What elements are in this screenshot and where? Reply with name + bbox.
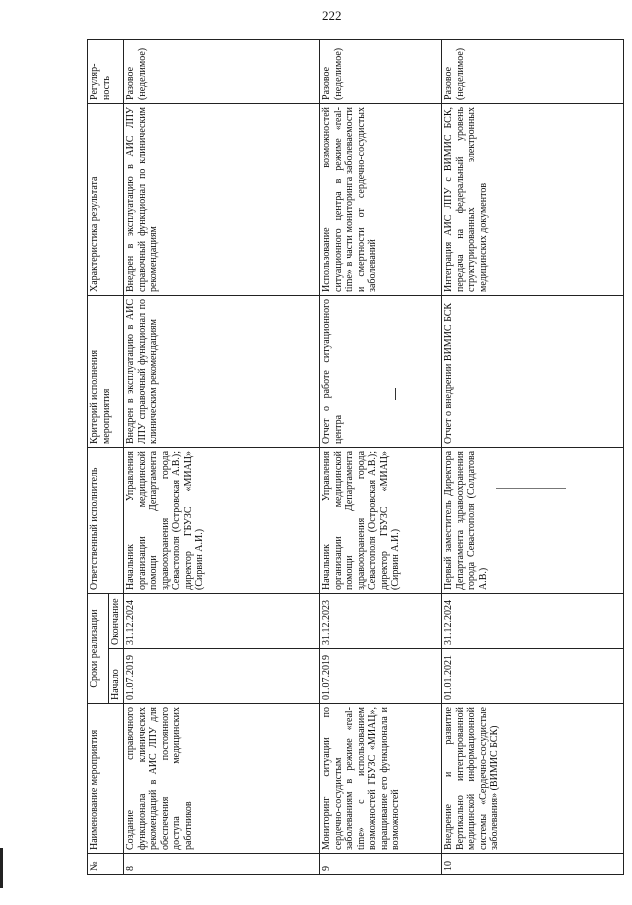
header-name: Наименование мероприятия (88, 704, 124, 854)
row-criterion: Отчет о работе ситуационного центра (320, 295, 442, 447)
row-responsible: Первый заместитель Директора Департамента здравоохранения города Севастополя (Солдатова А.В.) (442, 447, 624, 593)
row-result: Интеграция АИС ЛПУ с ВИМИС БСК, передача на федеральный уровень структурированных электронных медицинских документов (442, 103, 624, 295)
row-regularity: Разовое (неделимое) (320, 39, 442, 103)
row-responsible: Начальник Управления организации медицинской помощи Департамента здравоохранения города Севастополя (Островская А.В.); директор ГБУЗС «МИАЦ» (Сирвин А.И.) (124, 447, 320, 593)
row-start: 01.07.2019 (124, 649, 320, 704)
table-row (442, 39, 624, 874)
row-responsible: Начальник Управления организации медицинской помощи Департамента здравоохранения города Севастополя (Островская А.В.); директор ГБУЗС «МИАЦ» (Сирвин А.И.) (320, 447, 442, 593)
measures-table (87, 39, 624, 875)
header-num: № (88, 854, 124, 875)
header-criterion: Критерий исполнения мероприятия (88, 295, 124, 447)
row-num: 8 (124, 854, 320, 875)
row-regularity: Разовое (неделимое) (124, 39, 320, 103)
table-row (320, 39, 442, 874)
header-regularity: Регуляр-ность (88, 39, 124, 103)
table-row (124, 39, 320, 874)
row-start: 01.01.2021 (442, 649, 624, 704)
row-num: 10 (442, 854, 624, 875)
row-start: 01.07.2019 (320, 649, 442, 704)
row-regularity: Разовое (неделимое) (442, 39, 624, 103)
row-end: 31.12.2023 (320, 593, 442, 648)
row-num: 9 (320, 854, 442, 875)
header-start: Начало (109, 649, 124, 704)
row-name: Создание справочного функционала клинических рекомендаций в АИС ЛПУ для обеспечения постоянного доступа медицинских работников (124, 704, 320, 854)
row-end: 31.12.2024 (124, 593, 320, 648)
header-end: Окончание (109, 593, 124, 648)
row-name: Мониторинг ситуации по сердечно-сосудистым заболеваниям в режиме «real-time» с использованием возможностей ГБУЗС «МИАЦ», наращивание его функционала и возможностей (320, 704, 442, 854)
row-criterion: Отчет о внедрении ВИМИС БСК (442, 295, 624, 447)
row-criterion: Внедрен в эксплуатацию в АИС ЛПУ справочный функционал по клиническим рекомендациям (124, 295, 320, 447)
header-responsible: Ответственный исполнитель (88, 447, 124, 593)
header-dates: Сроки реализации (88, 593, 109, 703)
header-result: Характеристика результата (88, 103, 124, 295)
row-result: Внедрен в эксплуатацию в АИС ЛПУ справочный функционал по клиническим рекомендациям (124, 103, 320, 295)
row-name: Внедрение и развитие Вертикально интегрированной медицинской информационной системы «Сердечно-сосудистые заболевания» (ВИМИС БСК) (442, 704, 624, 854)
row-result: Использование возможностей ситуационного центра в режиме «real-time» в части мониторинга заболеваемости и смертности от сердечно-сосудистых заболеваний (320, 103, 442, 295)
scan-edge-mark (0, 848, 3, 888)
row-end: 31.12.2024 (442, 593, 624, 648)
rotated-table-container (87, 40, 622, 875)
page-number: 222 (322, 8, 342, 23)
